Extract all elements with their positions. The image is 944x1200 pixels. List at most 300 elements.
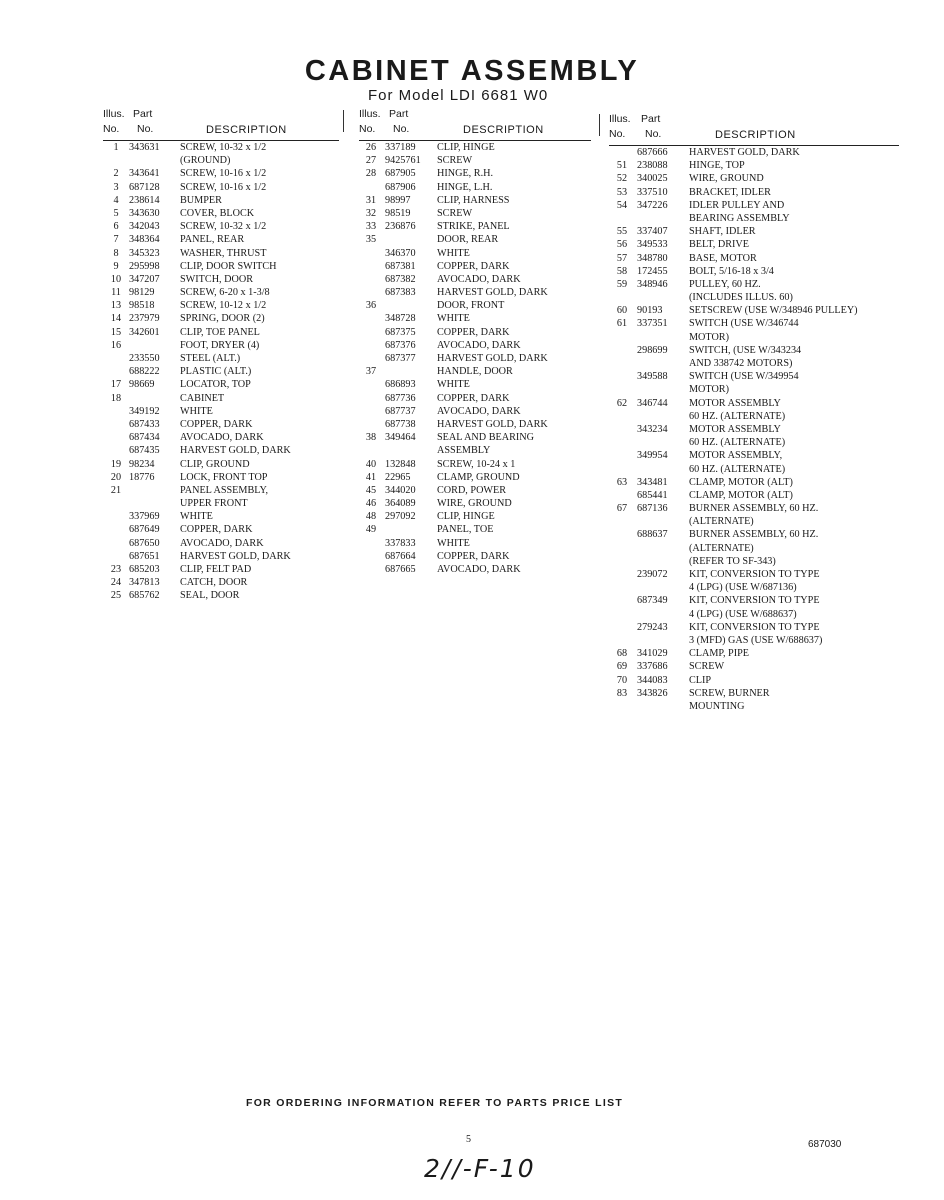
illus-number: 15 [110,326,122,338]
part-description: SWITCH (USE W/346744 [689,318,799,330]
part-description: HARVEST GOLD, DARK [180,445,291,457]
part-description: AND 338742 MOTORS) [689,358,793,369]
part-description: SPRING, DOOR (2) [180,313,265,325]
part-description: MOTOR ASSEMBLY [689,423,781,435]
illus-number: 62 [616,397,628,409]
table-row [609,317,899,330]
table-row [359,405,591,418]
illus-number: 27 [365,155,377,167]
part-description: WHITE [180,405,213,417]
part-number: 343234 [637,423,668,435]
table-row [103,576,339,589]
illus-number: 3 [113,181,119,193]
part-description: BASE, MOTOR [689,252,757,264]
table-row [103,220,339,233]
illus-number: 46 [365,498,377,510]
part-number: 349588 [637,371,668,383]
part-number: 347813 [129,577,160,589]
illus-number: 32 [365,207,377,219]
illus-number: 4 [113,194,119,206]
part-number: 98234 [129,458,155,470]
part-description: WHITE [437,247,470,259]
column-header [359,108,591,140]
part-number: 687738 [385,418,416,430]
part-number: 687736 [385,392,416,404]
part-number: 98669 [129,379,155,391]
part-number: 688222 [129,366,160,378]
parts-column-1 [103,108,339,603]
part-number: 347207 [129,273,160,285]
illus-number: 28 [365,168,377,180]
page-title: CABINET ASSEMBLY [304,55,640,87]
table-row [609,278,899,291]
part-description: SCREW, 10-24 x 1 [437,458,516,470]
part-number: 98518 [129,300,155,312]
part-description: AVOCADO, DARK [180,432,264,444]
table-row [359,207,591,220]
header-part-label: Part [133,108,153,120]
table-row [609,608,899,621]
part-description: SEAL AND BEARING [437,432,534,444]
part-description: (ALTERNATE) [689,542,754,554]
part-number: 297092 [385,511,416,523]
part-number: 90193 [637,305,663,317]
part-number: 364089 [385,498,416,510]
table-row [359,365,591,378]
table-row [609,436,899,449]
table-row [103,418,339,431]
part-number: 687382 [385,273,416,285]
part-description: (GROUND) [180,155,231,167]
illus-number: 17 [110,379,122,391]
part-description: WHITE [437,313,470,325]
part-number: 687349 [637,595,668,607]
part-number: 685441 [637,489,668,501]
part-description: COPPER, DARK [180,524,253,536]
illus-number: 23 [110,564,122,575]
table-row [609,568,899,581]
illus-number: 54 [616,199,628,211]
part-description: COVER, BLOCK [180,207,255,219]
table-row [103,523,339,536]
part-description: SCREW, 10-12 x 1/2 [180,300,267,312]
table-row [609,159,899,172]
part-description: SCREW, 10-16 x 1/2 [180,168,267,180]
table-row [103,194,339,207]
part-number: 348728 [385,313,416,325]
part-description: SEAL, DOOR [180,590,240,602]
part-description: CABINET [180,392,225,404]
table-row [359,563,591,576]
illus-number: 38 [365,432,377,444]
part-description: CLIP, FELT PAD [180,564,252,575]
table-row [103,589,339,602]
part-description: BEARING ASSEMBLY [689,212,790,224]
part-description: COPPER, DARK [180,418,253,430]
header-no-label: No. [103,123,120,135]
table-row [609,660,899,673]
part-number: 337189 [385,142,416,153]
part-number: 343630 [129,207,160,219]
part-description: WHITE [437,537,470,549]
table-row [103,154,339,167]
table-row [609,542,899,555]
part-number: 687383 [385,287,416,299]
table-row [103,141,339,154]
part-description: SCREW, 10-32 x 1/2 [180,221,267,233]
header-no-label: No. [359,123,376,135]
part-description: HANDLE, DOOR [437,366,513,378]
model-subtitle: For Model LDI 6681 W0 [368,87,549,104]
table-row [359,286,591,299]
part-description: (INCLUDES ILLUS. 60) [689,292,793,304]
part-description: KIT, CONVERSION TO TYPE [689,621,820,633]
part-number: 337833 [385,537,416,549]
table-row [609,449,899,462]
part-description: CLAMP, PIPE [689,648,750,660]
part-description: PANEL ASSEMBLY, [180,484,269,496]
part-description: WIRE, GROUND [689,173,764,185]
illus-number: 21 [110,484,122,496]
table-row [103,497,339,510]
illus-number: 57 [616,252,628,264]
part-number: 687376 [385,339,416,351]
part-number: 687434 [129,432,160,444]
part-description: AVOCADO, DARK [437,273,521,285]
illus-number: 24 [110,577,122,589]
part-number: 687377 [385,353,416,364]
part-number: 687375 [385,326,416,338]
part-description: CLIP, HINGE [437,142,495,153]
table-row [609,252,899,265]
part-description: SCREW, 6-20 x 1-3/8 [180,287,270,299]
part-description: PANEL, REAR [180,234,245,246]
part-number: 687435 [129,445,160,457]
illus-number: 18 [110,392,122,404]
table-row [609,331,899,344]
ordering-note: FOR ORDERING INFORMATION REFER TO PARTS PRICE LIST [246,1097,624,1109]
table-row [609,515,899,528]
header-no-label: No. [137,123,154,135]
table-row [359,339,591,352]
part-description: SCREW [437,207,473,219]
table-row [609,700,899,713]
part-number: 238614 [129,194,160,206]
part-number: 172455 [637,265,668,277]
part-description: AVOCADO, DARK [437,339,521,351]
part-number: 98129 [129,287,155,299]
part-description: BURNER ASSEMBLY, 60 HZ. [689,503,819,515]
table-row [609,225,899,238]
table-row [609,172,899,185]
illus-number: 52 [616,173,628,185]
part-description: BOLT, 5/16-18 x 3/4 [689,265,774,277]
part-number: 342043 [129,221,160,233]
table-row [609,476,899,489]
header-no-label: No. [393,123,410,135]
part-number: 342601 [129,326,160,338]
table-row [609,502,899,515]
part-description: SWITCH (USE W/349954 [689,371,799,383]
header-no-label: No. [609,128,626,140]
document-number: 687030 [808,1139,842,1150]
part-description: LOCATOR, TOP [180,379,251,391]
illus-number: 69 [616,661,628,673]
part-number: 687737 [385,405,416,417]
table-row [359,537,591,550]
header-illus-label: Illus. [609,113,631,125]
part-description: CORD, POWER [437,484,507,496]
part-description: LOCK, FRONT TOP [180,471,268,483]
table-row [359,458,591,471]
table-row [609,489,899,502]
part-description: MOUNTING [689,700,745,712]
part-description: 3 (MFD) GAS (USE W/688637) [689,634,823,646]
part-description: CLIP, GROUND [180,458,250,470]
table-row [609,647,899,660]
part-number: 9425761 [385,155,421,167]
part-number: 687136 [637,503,668,515]
part-number: 687649 [129,524,160,536]
part-description: COPPER, DARK [437,550,510,562]
table-row [359,550,591,563]
illus-number: 55 [616,226,628,238]
illus-number: 14 [110,313,122,325]
part-number: 348364 [129,234,160,246]
illus-number: 56 [616,239,628,251]
part-description: HARVEST GOLD, DARK [437,418,548,430]
part-number: 687905 [385,168,416,180]
part-description: HARVEST GOLD, DARK [437,287,548,299]
part-number: 337351 [637,318,668,330]
illus-number: 63 [616,476,628,488]
table-row [103,484,339,497]
part-description: PULLEY, 60 HZ. [689,278,761,290]
table-row [103,458,339,471]
table-row [103,167,339,180]
part-number: 344020 [385,484,416,496]
part-description: HARVEST GOLD, DARK [180,550,291,562]
part-number: 295998 [129,260,160,272]
illus-number: 37 [365,366,377,378]
table-row [359,352,591,365]
handwritten-note: 2//-F-10 [424,1154,536,1183]
part-number: 687381 [385,260,416,272]
table-row [103,471,339,484]
table-row [103,352,339,365]
table-row [103,537,339,550]
part-number: 348780 [637,252,668,264]
part-number: 346370 [385,247,416,259]
illus-number: 51 [616,160,628,172]
table-row [359,392,591,405]
column-header [609,113,899,145]
part-number: 686893 [385,379,416,391]
table-row [359,194,591,207]
illus-number: 45 [365,484,377,496]
column-divider [599,114,600,136]
part-number: 343641 [129,168,160,180]
table-row [103,273,339,286]
table-row [359,312,591,325]
illus-number: 70 [616,674,628,686]
illus-number: 1 [113,142,119,153]
part-number: 18776 [129,471,155,483]
column-divider [343,110,344,132]
part-number: 685762 [129,590,160,602]
illus-number: 19 [110,458,122,470]
part-number: 132848 [385,458,416,470]
header-description-label: DESCRIPTION [463,124,544,136]
part-description: AVOCADO, DARK [437,564,521,575]
part-description: CATCH, DOOR [180,577,248,589]
part-description: SCREW [689,661,725,673]
illus-number: 20 [110,471,122,483]
part-description: UPPER FRONT [180,498,248,510]
table-row [359,220,591,233]
table-row [359,299,591,312]
part-description: SCREW, 10-32 x 1/2 [180,142,267,153]
table-row [103,181,339,194]
table-row [103,405,339,418]
table-row [359,523,591,536]
part-number: 687651 [129,550,160,562]
part-description: CLIP, HARNESS [437,194,510,206]
illus-number: 67 [616,503,628,515]
table-row [609,383,899,396]
part-number: 345323 [129,247,160,259]
part-description: 60 HZ. (ALTERNATE) [689,463,786,475]
part-number: 98519 [385,207,411,219]
table-row [359,141,591,154]
illus-number: 13 [110,300,122,312]
part-description: SCREW [437,155,473,167]
part-description: PANEL, TOE [437,524,494,536]
table-row [609,146,899,159]
illus-number: 83 [616,687,628,699]
part-number: 238088 [637,160,668,172]
illus-number: 10 [110,273,122,285]
table-row [609,186,899,199]
part-description: COPPER, DARK [437,326,510,338]
illus-number: 53 [616,186,628,198]
part-description: (ALTERNATE) [689,516,754,528]
part-description: ASSEMBLY [437,445,491,457]
table-row [103,378,339,391]
table-row [609,621,899,634]
table-row [103,563,339,576]
part-description: CLIP, HINGE [437,511,495,523]
table-row [609,634,899,647]
part-number: 685203 [129,564,160,575]
table-row [609,304,899,317]
table-row [359,418,591,431]
part-description: CLAMP, MOTOR (ALT) [689,489,793,501]
part-number: 343826 [637,687,668,699]
part-description: MOTOR) [689,384,729,396]
part-description: AVOCADO, DARK [180,537,264,549]
part-number: 98997 [385,194,411,206]
part-number: 279243 [637,621,668,633]
part-number: 687906 [385,181,416,193]
table-row [359,154,591,167]
parts-column-2 [359,108,591,576]
illus-number: 31 [365,194,377,206]
part-number: 237979 [129,313,160,325]
part-description: SCREW, 10-16 x 1/2 [180,181,267,193]
part-description: CLIP [689,674,712,686]
table-row [103,550,339,563]
illus-number: 35 [365,234,377,246]
table-row [609,265,899,278]
table-row [609,212,899,225]
part-description: SETSCREW (USE W/348946 PULLEY) [689,305,858,317]
part-number: 337510 [637,186,668,198]
table-row [359,181,591,194]
table-row [359,247,591,260]
table-row [103,326,339,339]
illus-number: 8 [113,247,119,259]
part-description: HINGE, TOP [689,160,745,172]
table-row [609,344,899,357]
table-row [609,291,899,304]
part-number: 298699 [637,344,668,356]
part-number: 687128 [129,181,160,193]
part-description: WHITE [437,379,470,391]
table-row [359,260,591,273]
part-description: KIT, CONVERSION TO TYPE [689,569,820,580]
part-description: 4 (LPG) (USE W/688637) [689,608,797,620]
table-row [103,299,339,312]
table-row [359,497,591,510]
part-number: 687664 [385,550,416,562]
part-description: DOOR, FRONT [437,300,505,312]
part-description: WHITE [180,511,213,523]
table-row [359,431,591,444]
table-row [359,233,591,246]
table-row [103,339,339,352]
table-row [609,674,899,687]
part-number: 340025 [637,173,668,185]
header-part-label: Part [389,108,409,120]
table-row [609,357,899,370]
illus-number: 60 [616,305,628,317]
part-description: SWITCH, (USE W/343234 [689,344,802,356]
table-row [359,471,591,484]
part-number: 687433 [129,418,160,430]
part-description: 60 HZ. (ALTERNATE) [689,410,786,422]
page-number: 5 [466,1134,471,1145]
illus-number: 41 [365,471,377,483]
illus-number: 48 [365,511,377,523]
part-number: 239072 [637,569,668,580]
part-description: 60 HZ. (ALTERNATE) [689,437,786,449]
part-description: STRIKE, PANEL [437,221,510,233]
part-description: BURNER ASSEMBLY, 60 HZ. [689,529,819,541]
part-description: HINGE, R.H. [437,168,494,180]
table-row [103,431,339,444]
part-description: HARVEST GOLD, DARK [689,147,800,158]
header-description-label: DESCRIPTION [715,129,796,141]
part-description: STEEL (ALT.) [180,353,241,364]
part-description: SWITCH, DOOR [180,273,254,285]
part-number: 343631 [129,142,160,153]
illus-number: 9 [113,260,119,272]
part-number: 349464 [385,432,416,444]
table-row [103,365,339,378]
illus-number: 5 [113,207,119,219]
part-number: 688637 [637,529,668,541]
